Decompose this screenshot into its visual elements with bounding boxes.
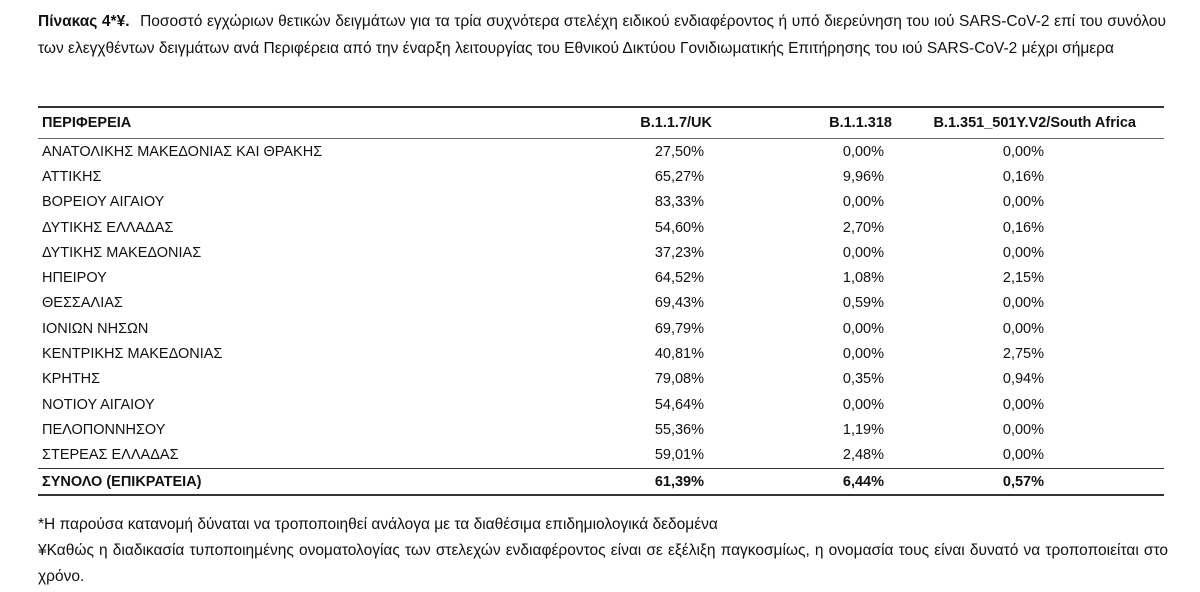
table-row (38, 392, 1164, 417)
region-cell: ΚΡΗΤΗΣ (42, 371, 101, 388)
footnote-nomenclature: ¥Καθώς η διαδικασία τυποποιημένης ονοματολογίας των στελεχών ενδιαφέροντος είναι σε εξέλιξη παγκοσμίως, η ονομασία τους είναι δυνατό να τροποποιείται στο χρόνο. (38, 542, 1168, 585)
b1351-cell: 0,00% (1002, 396, 1044, 413)
total-label-cell: ΣΥΝΟΛΟ (ΕΠΙΚΡΑΤΕΙΑ) (38, 468, 562, 495)
table-row (38, 139, 1164, 165)
b117-cell: 83,33% (654, 194, 704, 211)
b11318-cell: 0,00% (842, 244, 884, 261)
table-row (38, 316, 1164, 341)
header-b117: B.1.1.7/UK (562, 108, 722, 139)
footnotes (38, 512, 1168, 590)
table-row (38, 164, 1164, 189)
b11318-cell: 2,48% (842, 447, 884, 464)
table-total-row (38, 468, 1164, 495)
variants-table (38, 106, 1164, 496)
table-row (38, 291, 1164, 316)
table-row (38, 443, 1164, 469)
table-row (38, 240, 1164, 265)
table-row (38, 265, 1164, 290)
region-cell: ΘΕΣΣΑΛΙΑΣ (42, 295, 123, 312)
region-cell: ΣΤΕΡΕΑΣ ΕΛΛΑΔΑΣ (42, 447, 179, 464)
caption-text: Ποσοστό εγχώριων θετικών δειγμάτων για τα τρία συχνότερα στελέχη ειδικού ενδιαφέροντος ή υπό διερεύνηση του ιού SARS-CoV-2 επί του συνόλου των ελεγχθέντων δειγμάτων ανά Περιφέρεια από την έναρξη λειτουργίας του Εθνικού Δικτύου Γονιδιωματικής Επιτήρησης του ιού SARS-CoV-2 μέχρι σήμερα (38, 13, 1166, 57)
b11318-cell: 0,00% (842, 346, 884, 363)
b11318-cell: 0,00% (842, 396, 884, 413)
header-b11318: B.1.1.318 (722, 108, 902, 139)
table-row (38, 215, 1164, 240)
b117-cell: 59,01% (654, 447, 704, 464)
table-row (38, 417, 1164, 442)
region-cell: ΑΤΤΙΚΗΣ (42, 168, 102, 185)
b11318-cell: 1,19% (842, 421, 884, 438)
region-cell: ΑΝΑΤΟΛΙΚΗΣ ΜΑΚΕΔΟΝΙΑΣ ΚΑΙ ΘΡΑΚΗΣ (42, 143, 323, 160)
total-b117-cell: 61,39% (562, 468, 722, 495)
b11318-cell: 0,00% (842, 320, 884, 337)
b117-cell: 37,23% (654, 244, 704, 261)
b117-cell: 54,64% (654, 396, 704, 413)
table-row (38, 341, 1164, 366)
b1351-cell: 0,00% (1002, 421, 1044, 438)
total-b11318-cell: 6,44% (722, 468, 902, 495)
b1351-cell: 0,00% (1002, 244, 1044, 261)
caption-label: Πίνακας 4*¥. (38, 13, 130, 30)
table-row (38, 190, 1164, 215)
b1351-cell: 0,00% (1002, 295, 1044, 312)
region-cell: ΝΟΤΙΟΥ ΑΙΓΑΙΟΥ (42, 396, 155, 413)
footnote-distribution: *Η παρούσα κατανομή δύναται να τροποποιηθεί ανάλογα με τα διαθέσιμα επιδημιολογικά δεδομένα (38, 516, 718, 533)
total-b1351-cell: 0,57% (902, 468, 1164, 495)
header-region: ΠΕΡΙΦΕΡΕΙΑ (38, 108, 562, 139)
table-row (38, 367, 1164, 392)
b117-cell: 27,50% (654, 143, 704, 160)
b1351-cell: 0,16% (1002, 168, 1044, 185)
b1351-cell: 2,75% (1002, 346, 1044, 363)
b117-cell: 65,27% (654, 168, 704, 185)
b11318-cell: 2,70% (842, 219, 884, 236)
region-cell: ΔΥΤΙΚΗΣ ΕΛΛΑΔΑΣ (42, 219, 174, 236)
b11318-cell: 0,00% (842, 194, 884, 211)
b117-cell: 69,79% (654, 320, 704, 337)
b117-cell: 40,81% (654, 346, 704, 363)
table-caption (38, 8, 1166, 62)
b11318-cell: 0,00% (842, 143, 884, 160)
region-cell: ΗΠΕΙΡΟΥ (42, 270, 107, 287)
b1351-cell: 0,00% (1002, 320, 1044, 337)
b1351-cell: 0,00% (1002, 447, 1044, 464)
b117-cell: 79,08% (654, 371, 704, 388)
b11318-cell: 0,59% (842, 295, 884, 312)
b1351-cell: 0,00% (1002, 194, 1044, 211)
region-cell: ΚΕΝΤΡΙΚΗΣ ΜΑΚΕΔΟΝΙΑΣ (42, 346, 223, 363)
table-header-row (38, 108, 1164, 139)
region-cell: ΙΟΝΙΩΝ ΝΗΣΩΝ (42, 320, 149, 337)
b11318-cell: 9,96% (842, 168, 884, 185)
b11318-cell: 1,08% (842, 270, 884, 287)
b1351-cell: 0,16% (1002, 219, 1044, 236)
b1351-cell: 0,00% (1002, 143, 1044, 160)
region-cell: ΔΥΤΙΚΗΣ ΜΑΚΕΔΟΝΙΑΣ (42, 244, 202, 261)
b117-cell: 55,36% (654, 421, 704, 438)
region-cell: ΠΕΛΟΠΟΝΝΗΣΟΥ (42, 421, 166, 438)
b117-cell: 64,52% (654, 270, 704, 287)
b11318-cell: 0,35% (842, 371, 884, 388)
b117-cell: 54,60% (654, 219, 704, 236)
header-b1351: B.1.351_501Y.V2/South Africa (902, 108, 1164, 139)
data-table (38, 108, 1164, 496)
b1351-cell: 2,15% (1002, 270, 1044, 287)
region-cell: ΒΟΡΕΙΟΥ ΑΙΓΑΙΟΥ (42, 194, 165, 211)
b117-cell: 69,43% (654, 295, 704, 312)
table-body (38, 139, 1164, 496)
b1351-cell: 0,94% (1002, 371, 1044, 388)
